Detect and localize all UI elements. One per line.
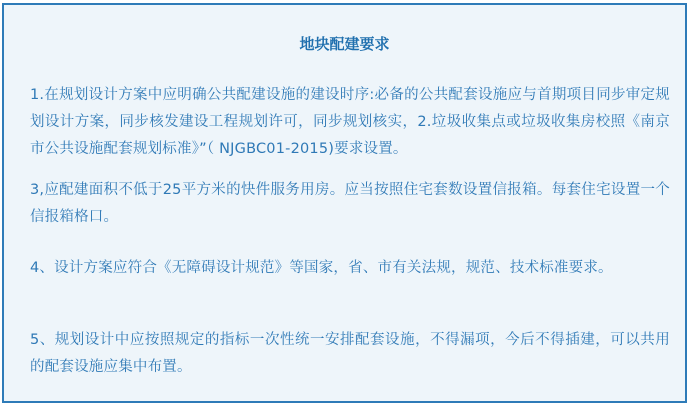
requirement-paragraph-2: 3,应配建面积不低于25平方米的快件服务用房。应当按照住宅套数设置信报箱。每套住宅设置一个信报箱格口。	[30, 182, 670, 225]
panel-title: 地块配建要求	[299, 35, 390, 53]
requirement-paragraph-1: 1.在规划设计方案中应明确公共配建设施的建设时序:必备的公共配套设施应与首期项目同步审定规划设计方案，同步核发建设工程规划许可，同步规划核实，2.垃圾收集点或垃圾收集房校照《南京市公共设施配套规划标准》”（ NJGBC01-2015)要求设置。	[30, 87, 670, 157]
requirement-paragraph-3: 4、设计方案应符合《无障碍设计规范》等国家，省、市有关法规，规范、技术标准要求。	[30, 260, 613, 276]
requirements-panel	[2, 3, 687, 403]
requirement-paragraph-4: 5、规划设计中应按照规定的指标一次性统一安排配套设施，不得漏项，今后不得插建，可以共用的配套设施应集中布置。	[30, 332, 670, 375]
